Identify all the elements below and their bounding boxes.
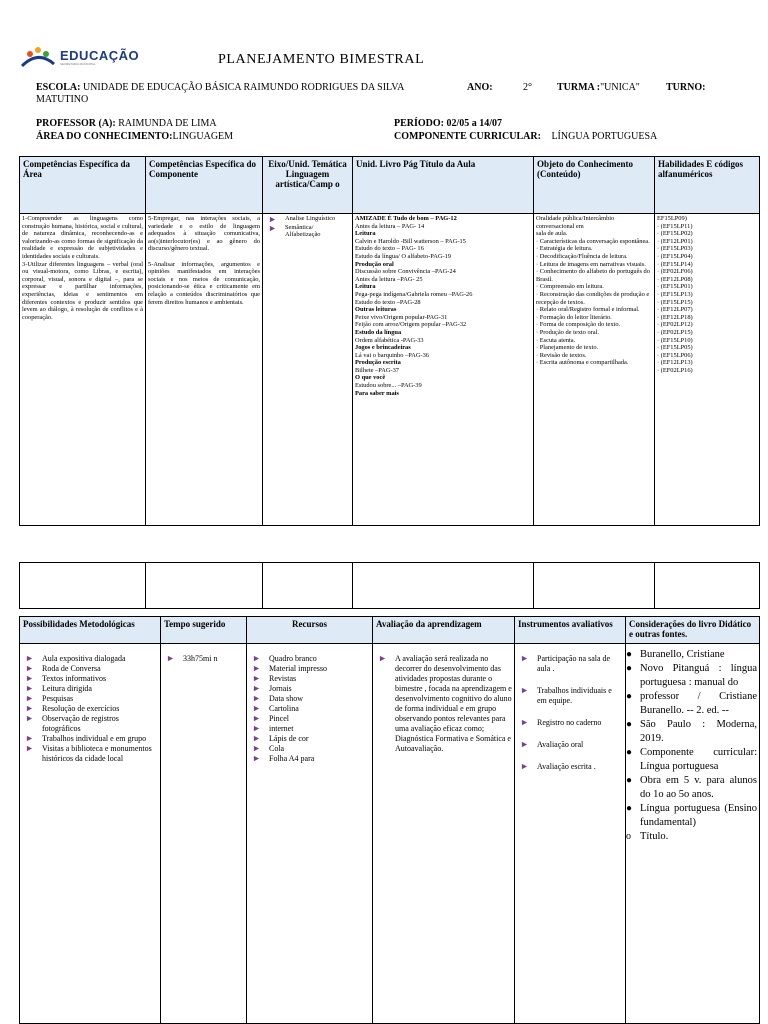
habilidade-code: · (EF12LP13): [657, 359, 693, 367]
header-objeto: Objeto do Conhecimento (Conteúdo): [534, 157, 655, 214]
arrow-bullet-icon: [167, 655, 174, 662]
empty-cell: [655, 563, 760, 609]
objeto-text: Oralidade pública/Intercâmbio conversacional em sala de aula. · Características da conversação espontânea. · Estratégia de leitura. · Decodificação/Fluência de leitura. · Leitura de imagens em narrativas visuais. · Conhecimento do alfabeto do português do Brasil. · Compreensão em leitura. · Reconstrução das condições de produção e recepção de textos. · Relato oral/Registro formal e informal. · Formação do leitor literário. · Forma de composição do texto. · Produção de texto oral. · Escuta atenta. · Planejamento de texto. · Revisão de textos. · Escrita autônoma e compartilhada.: [534, 214, 655, 526]
metodologica-item: Trabalhos individual e em grupo: [22, 734, 158, 744]
livro-line: Antes da leitura –PAG- 25: [355, 275, 423, 283]
arrow-bullet-icon: [253, 725, 260, 732]
recurso-item: Quadro branco: [249, 654, 370, 664]
habilidade-code: · (EF15LP04): [657, 252, 693, 260]
escola-value: UNIDADE DE EDUCAÇÃO BÁSICA RAIMUNDO RODRIGUES DA SILVA: [82, 82, 405, 93]
consideracoes-cell: [626, 644, 760, 1024]
eixo-cell: [263, 214, 353, 526]
habilidade-code: · (EF15LP01): [657, 283, 693, 291]
consideracao-item: ● Língua portuguesa (Ensino fundamental): [626, 803, 757, 828]
livro-line: AMIZADE É Tudo de bom – PAG-12: [355, 215, 457, 222]
arrow-bullet-icon: [26, 715, 33, 722]
empty-cell: [353, 563, 534, 609]
header-habilidades: Habilidades E códigos alfanuméricos: [655, 157, 760, 214]
arrow-bullet-icon: [379, 655, 386, 662]
habilidade-code: · (EF12LP18): [657, 313, 693, 321]
arrow-bullet-icon: [26, 655, 33, 662]
header-livro: Unid. Livro Pág Título da Aula: [353, 157, 534, 214]
habilidade-code: · (EF15LP06): [657, 351, 693, 359]
logo-emblem-icon: [18, 44, 58, 70]
instrumentos-list: [517, 654, 623, 772]
livro-line: Estudo da língua: [355, 328, 402, 336]
habilidade-code: EF15LP09): [657, 215, 687, 222]
turma-line: [557, 82, 640, 93]
empty-cell: [146, 563, 263, 609]
habilidade-code: · (EF12LP01): [657, 237, 693, 245]
livro-line: Antes da leitura – PAG- 14: [355, 222, 425, 230]
header-comp-componente: Competências Específica do Componente: [146, 157, 263, 214]
recurso-item: Material impresso: [249, 664, 370, 674]
instrumento-item: Participação na sala de aula .: [517, 654, 623, 674]
metodologicas-cell: [20, 644, 161, 1024]
bullet-icon: ●: [626, 803, 633, 814]
header-comp-area: Competências Específica da Área: [20, 157, 146, 214]
metodologicas-list: [22, 654, 158, 764]
instrumento-item: Avaliação escrita .: [517, 762, 623, 772]
metodologica-item: Observação de registros fotográficos: [22, 714, 158, 734]
arrow-bullet-icon: [253, 685, 260, 692]
consideracao-item: ● professor / Cristiane Buranello. -- 2. ed. --: [626, 691, 757, 716]
arrow-bullet-icon: [521, 719, 528, 726]
turma-value: "UNICA": [600, 82, 640, 93]
habilidade-code: · (EF15LP13): [657, 290, 693, 298]
header-avaliacao: Avaliação da aprendizagem: [373, 617, 515, 644]
avaliacao-cell: [373, 644, 515, 1024]
metodologia-table: [19, 616, 760, 1024]
recursos-cell: [247, 644, 373, 1024]
livro-line: Estudo da língua/ O alfabeto-PAG-19: [355, 252, 451, 260]
livro-line: Peixe vivo/Origem popular-PAG-31: [355, 313, 448, 321]
recurso-item: Cola: [249, 744, 370, 754]
arrow-bullet-icon: [26, 675, 33, 682]
livro-line: Produção escrita: [355, 359, 401, 367]
habilidade-code: · (EF02LP12): [657, 321, 693, 329]
habilidade-code: · (EF15LP03): [657, 245, 693, 253]
bullet-icon: ●: [626, 663, 633, 674]
metodologica-item: Aula expositiva dialogada: [22, 654, 158, 664]
instrumento-item: Avaliação oral: [517, 740, 623, 750]
header-recursos: Recursos: [247, 617, 373, 644]
recurso-item: Data show: [249, 694, 370, 704]
arrow-bullet-icon: [253, 695, 260, 702]
eixo-item: Semântica/ Alfabetização: [265, 224, 350, 239]
page-title: PLANEJAMENTO BIMESTRAL: [218, 52, 425, 67]
consideracao-item: o Título.: [626, 831, 669, 842]
metodologica-item: Roda de Conversa: [22, 664, 158, 674]
education-logo: [18, 44, 158, 70]
livro-line: Feijão com arroz/Origem popular –PAG-32: [355, 321, 467, 329]
recurso-item: internet: [249, 724, 370, 734]
consideracao-item: ● São Paulo : Moderna, 2019.: [626, 719, 757, 744]
ano-value: 2°: [523, 82, 532, 93]
recurso-item: Jornais: [249, 684, 370, 694]
habilidade-code: · (EF02LP16): [657, 366, 693, 374]
habilidade-code: · (EF12LP08): [657, 275, 693, 283]
habilidade-code: · (EF15LP14): [657, 260, 693, 268]
arrow-bullet-icon: [253, 735, 260, 742]
area-line: [36, 131, 233, 142]
consideracoes-list: [628, 648, 757, 844]
metodologica-item: Visitas a biblioteca e monumentos históricos da cidade local: [22, 744, 158, 764]
consideracao-item: ● Obra em 5 v. para alunos do 1o ao 5o anos.: [626, 775, 757, 800]
logo-text: EDUCAÇÃO: [60, 48, 140, 63]
livro-line: Estudo do texto – PAG- 16: [355, 245, 424, 253]
arrow-bullet-icon: [26, 665, 33, 672]
componente-label: COMPONENTE CURRICULAR:: [394, 131, 541, 142]
area-label: ÁREA DO CONHECIMENTO:: [36, 131, 173, 142]
empty-cell: [20, 563, 146, 609]
arrow-bullet-icon: [253, 665, 260, 672]
recurso-item: Cartolina: [249, 704, 370, 714]
habilidade-code: · (EF15LP05): [657, 344, 693, 352]
eixo-item: Analise Linguístico: [265, 215, 350, 223]
arrow-bullet-icon: [521, 741, 528, 748]
metodologica-item: Pesquisas: [22, 694, 158, 704]
header-metodologicas: Possibilidades Metodológicas: [20, 617, 161, 644]
metodologica-item: Resolução de exercícios: [22, 704, 158, 714]
arrow-bullet-icon: [253, 745, 260, 752]
avaliacao-item: A avaliação será realizada no decorrer do desenvolvimento das atividades propostas durante o bimestre , focada na aprendizagem e desenvolvimento cognitivo do aluno de forma individual e em grupo observando pontos relevantes para uma avaliação eficaz como; Diagnóstica Formativa e Somática e Autoavaliação.: [375, 654, 512, 754]
recurso-item: Revistas: [249, 674, 370, 684]
professor-label: PROFESSOR (A):: [36, 118, 116, 129]
habilidade-code: · (EF15LP15): [657, 298, 693, 306]
livro-line: O que você: [355, 374, 386, 382]
recursos-list: [249, 654, 370, 764]
arrow-bullet-icon: [26, 685, 33, 692]
habilidade-code: · (EF12LP07): [657, 306, 693, 314]
livro-line: Leitura: [355, 283, 376, 291]
area-value: LINGUAGEM: [172, 131, 234, 142]
livro-line: Discussão sobre Convivência –PAG-24: [355, 268, 456, 276]
turno-value: MATUTINO: [36, 94, 89, 105]
arrow-bullet-icon: [253, 705, 260, 712]
arrow-bullet-icon: [253, 675, 260, 682]
comp-area-text: 1-Compreender as linguagens como construção humana, histórica, social e cultural, de natureza dinâmica, reconhecendo-as e valorizando-as como formas de significação da realidade e expressão de subjetividades e identidades sociais e culturais. 3-Utilizar diferentes linguagens – verbal (oral ou visual-motora, como Libras, e escrita), corporal, visual, sonora e digital –, para se expressar e partilhar informações, experiências, ideias e sentimentos em diferentes contextos e produzir sentidos que levem ao diálogo, à resolução de conflitos e à cooperação.: [20, 214, 146, 526]
professor-line: [36, 118, 217, 129]
tempo-item: 33h75mi n: [163, 654, 244, 664]
tempo-cell: [161, 644, 247, 1024]
arrow-bullet-icon: [26, 735, 33, 742]
header-instrumentos: Instrumentos avaliativos: [515, 617, 626, 644]
ano-label: ANO:: [467, 82, 493, 93]
livro-cell: [353, 214, 534, 526]
livro-line: Outras leituras: [355, 306, 397, 314]
livro-line: Lá vai o barquinho –PAG-36: [355, 351, 429, 359]
arrow-bullet-icon: [26, 745, 33, 752]
livro-line: Bilhete –PAG-37: [355, 366, 399, 374]
livro-list: [355, 215, 531, 397]
arrow-bullet-icon: [26, 705, 33, 712]
escola-label: ESCOLA:: [36, 82, 81, 93]
arrow-bullet-icon: [521, 763, 528, 770]
escola-line: [36, 82, 404, 93]
header-consideracoes: Considerações do livro Didático e outras fontes.: [626, 617, 760, 644]
recurso-item: Folha A4 para: [249, 754, 370, 764]
habilidades-list: [657, 215, 757, 374]
consideracao-item: ● Buranello, Cristiane: [626, 649, 725, 660]
componente-line: [394, 131, 657, 142]
livro-line: Pega-pega indígena/Gabriela romeu –PAG-26: [355, 290, 473, 298]
instrumento-item: Registro no caderno: [517, 718, 623, 728]
empty-cell: [534, 563, 655, 609]
habilidade-code: · (EF02LP15): [657, 328, 693, 336]
header-eixo: Eixo/Unid. Temática Linguagem artística/Camp o: [263, 157, 353, 214]
metodologica-item: Leitura dirigida: [22, 684, 158, 694]
habilidade-code: · (EF15LP10): [657, 336, 693, 344]
arrow-bullet-icon: [26, 695, 33, 702]
turno-label: TURNO:: [666, 82, 706, 93]
livro-line: Leitura: [355, 230, 376, 238]
livro-line: Estudou sobre... –PAG-39: [355, 382, 422, 390]
comp-componente-text: 5-Empregar, nas interações sociais, a variedade e o estilo de linguagem adequados à situação comunicativa, ao(s)interlocutor(es) e ao gênero do discurso/gênero textual. 5-Analisar informações, argumentos e opiniões manifestados em interações sociais e nos meios de comunicação, posicionando-se ética e criticamente em relação a conteúdos discriminatórios que ferem direitos humanos e ambientais.: [146, 214, 263, 526]
periodo-label: PERÍODO: 02/05 a 14/07: [394, 118, 503, 129]
livro-line: Estudo do texto –PAG-28: [355, 298, 421, 306]
livro-line: Ordem alfabética -PAG-33: [355, 336, 424, 344]
bullet-icon: o: [626, 831, 631, 842]
arrow-bullet-icon: [521, 687, 528, 694]
componente-value: LÍNGUA PORTUGUESA: [551, 131, 658, 142]
arrow-bullet-icon: [521, 655, 528, 662]
bullet-icon: ●: [626, 775, 633, 786]
recurso-item: Pincel: [249, 714, 370, 724]
habilidade-code: · (EF15LP02): [657, 230, 693, 238]
habilidades-cell: [655, 214, 760, 526]
bullet-icon: ●: [626, 747, 633, 758]
habilidade-code: · (EF15LP11): [657, 222, 693, 230]
logo-subtext: SECRETARIA MUNICIPAL: [60, 62, 96, 66]
livro-line: Para saber mais: [355, 389, 399, 397]
arrow-bullet-icon: [253, 715, 260, 722]
consideracao-item: ● Novo Pitanguá : língua portuguesa : manual do: [626, 663, 757, 688]
bullet-icon: ●: [626, 649, 633, 660]
empty-table: [19, 562, 760, 609]
livro-line: Produção oral: [355, 260, 394, 268]
metodologica-item: Textos informativos: [22, 674, 158, 684]
consideracao-item: ● Componente curricular: Língua portuguesa: [626, 747, 757, 772]
header-tempo: Tempo sugerido: [161, 617, 247, 644]
instrumento-item: Trabalhos individuais e em equipe.: [517, 686, 623, 706]
arrow-bullet-icon: [253, 755, 260, 762]
arrow-bullet-icon: [269, 225, 276, 232]
recurso-item: Lápis de cor: [249, 734, 370, 744]
bullet-icon: ●: [626, 719, 633, 730]
instrumentos-cell: [515, 644, 626, 1024]
turma-label: TURMA :: [557, 82, 601, 93]
livro-line: Jogos e brincadeiras: [355, 344, 411, 352]
habilidade-code: · (EF02LF06): [657, 268, 693, 276]
professor-value: RAIMUNDA DE LIMA: [118, 118, 217, 129]
empty-cell: [263, 563, 353, 609]
arrow-bullet-icon: [253, 655, 260, 662]
arrow-bullet-icon: [269, 216, 276, 223]
bullet-icon: ●: [626, 691, 633, 702]
livro-line: Calvin e Haroldo -Bill watterson – PAG-15: [355, 237, 466, 245]
competencias-table: [19, 156, 760, 526]
